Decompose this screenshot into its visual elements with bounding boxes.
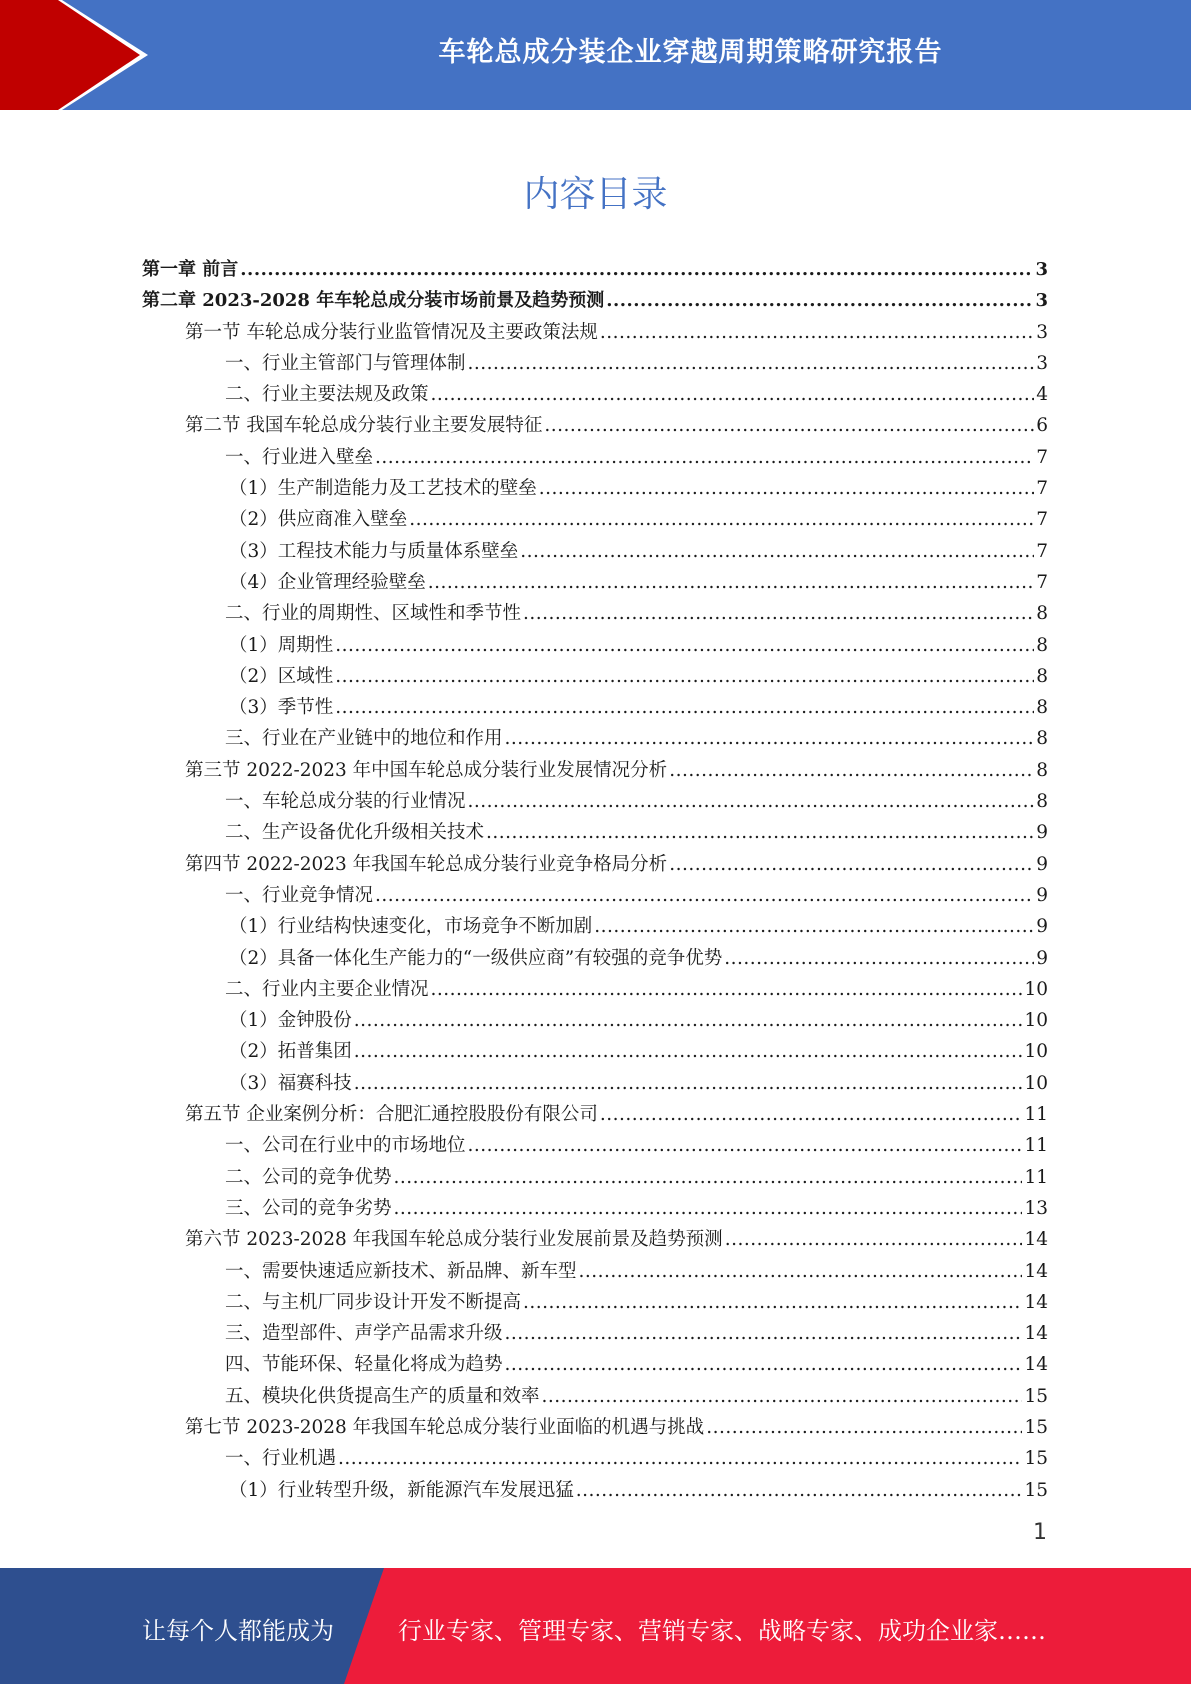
header-chevron-icon <box>0 0 160 110</box>
toc-dot-leader <box>354 1036 1023 1067</box>
toc-entry[interactable] <box>142 974 1048 1005</box>
toc-entry-page: 9 <box>1036 884 1048 906</box>
toc-entry-label: 二、生产设备优化升级相关技术 <box>225 822 485 844</box>
toc-dot-leader <box>725 1224 1023 1255</box>
toc-entry-label: 第三节 2022-2023 年中国车轮总成分装行业发展情况分析 <box>185 759 668 781</box>
page-number: 1 <box>1033 1520 1047 1545</box>
toc-entry-label: 二、与主机厂同步设计开发不断提高 <box>225 1291 522 1313</box>
toc-entry-label: 三、行业在产业链中的地位和作用 <box>225 728 503 750</box>
toc-entry-label: （1）行业转型升级，新能源汽车发展迅猛 <box>229 1479 574 1501</box>
toc-entry-page: 9 <box>1036 822 1048 844</box>
toc-entry-label: （3）福赛科技 <box>229 1072 352 1094</box>
toc-dot-leader <box>468 1130 1023 1161</box>
toc-entry-label: 第一章 前言 <box>142 259 239 280</box>
toc-dot-leader <box>394 1193 1023 1224</box>
toc-entry[interactable] <box>142 317 1048 348</box>
toc-entry-label: （2）供应商准入壁垒 <box>229 509 408 531</box>
toc-entry-page: 10 <box>1024 978 1048 1000</box>
toc-entry-page: 8 <box>1036 759 1048 781</box>
toc-entry-label: 一、公司在行业中的市场地位 <box>225 1135 466 1157</box>
toc-entry-page: 15 <box>1024 1479 1048 1501</box>
toc-dot-leader <box>600 317 1034 348</box>
footer-slogan-left: 让每个人都能成为 <box>142 1617 334 1645</box>
toc-entry-page: 3 <box>1035 259 1048 280</box>
toc-entry-label: 一、行业竞争情况 <box>225 884 374 906</box>
toc-dot-leader <box>600 1099 1023 1130</box>
toc-entry[interactable] <box>142 473 1048 504</box>
toc-entry[interactable] <box>142 880 1048 911</box>
toc-dot-leader <box>394 1162 1023 1193</box>
toc-entry[interactable] <box>142 1412 1048 1443</box>
toc-entry-label: （1）生产制造能力及工艺技术的壁垒 <box>229 478 537 500</box>
toc-entry-label: 三、造型部件、声学产品需求升级 <box>225 1323 503 1345</box>
toc-entry[interactable] <box>142 410 1048 441</box>
toc-entry-label: 第二章 2023-2028 年车轮总成分装市场前景及趋势预测 <box>142 290 605 312</box>
toc-entry-page: 15 <box>1024 1385 1048 1407</box>
toc-entry[interactable] <box>142 1318 1048 1349</box>
toc-dot-leader <box>431 974 1023 1005</box>
toc-entry[interactable] <box>142 442 1048 473</box>
toc-entry[interactable] <box>142 1068 1048 1099</box>
toc-entry-page: 7 <box>1036 509 1048 531</box>
toc-entry-label: 二、行业主要法规及政策 <box>225 384 429 406</box>
toc-entry-page: 3 <box>1036 352 1048 374</box>
toc-entry-page: 7 <box>1036 540 1048 562</box>
toc-entry[interactable] <box>142 692 1048 723</box>
toc-entry-label: 一、行业进入壁垒 <box>225 446 374 468</box>
toc-dot-leader <box>505 1349 1023 1380</box>
toc-dot-leader <box>594 911 1034 942</box>
toc-entry-page: 15 <box>1024 1416 1048 1438</box>
toc-entry-page: 10 <box>1024 1010 1048 1032</box>
toc-entry-label: 二、公司的竞争优势 <box>225 1166 392 1188</box>
toc-entry-page: 7 <box>1036 571 1048 593</box>
toc-entry[interactable] <box>142 1036 1048 1067</box>
toc-entry[interactable] <box>142 911 1048 942</box>
toc-dot-leader <box>335 661 1034 692</box>
toc-entry-label: （1）行业结构快速变化，市场竞争不断加剧 <box>229 916 593 938</box>
toc-entry-label: （2）拓普集团 <box>229 1041 352 1063</box>
toc-entry-page: 14 <box>1024 1323 1048 1345</box>
toc-entry-label: 二、行业的周期性、区域性和季节性 <box>225 603 522 625</box>
toc-entry-label: 五、模块化供货提高生产的质量和效率 <box>225 1385 540 1407</box>
toc-dot-leader <box>354 1005 1023 1036</box>
toc-entry-label: 第四节 2022-2023 年我国车轮总成分装行业竞争格局分析 <box>185 853 668 875</box>
toc-entry-page: 10 <box>1024 1041 1048 1063</box>
toc-entry[interactable] <box>142 1381 1048 1412</box>
toc-entry[interactable] <box>142 849 1048 880</box>
toc-entry[interactable] <box>142 723 1048 754</box>
toc-dot-leader <box>375 442 1034 473</box>
toc-dot-leader <box>520 536 1034 567</box>
toc-entry-label: 第六节 2023-2028 年我国车轮总成分装行业发展前景及趋势预测 <box>185 1229 723 1251</box>
toc-dot-leader <box>335 630 1034 661</box>
table-of-contents <box>142 254 1048 1506</box>
toc-entry-page: 7 <box>1036 478 1048 500</box>
toc-entry-page: 4 <box>1036 384 1048 406</box>
toc-entry-page: 6 <box>1036 415 1048 437</box>
toc-entry-page: 8 <box>1036 697 1048 719</box>
toc-entry[interactable] <box>142 661 1048 692</box>
toc-entry-page: 14 <box>1024 1260 1048 1282</box>
toc-entry[interactable] <box>142 943 1048 974</box>
toc-dot-leader <box>505 1318 1023 1349</box>
toc-dot-leader <box>576 1475 1023 1506</box>
toc-dot-leader <box>523 1287 1022 1318</box>
toc-dot-leader <box>431 379 1035 410</box>
toc-dot-leader <box>468 786 1035 817</box>
toc-entry-page: 9 <box>1036 916 1048 938</box>
toc-entry[interactable] <box>142 348 1048 379</box>
toc-entry-page: 9 <box>1036 947 1048 969</box>
toc-dot-leader <box>669 849 1034 880</box>
toc-entry-label: 第五节 企业案例分析：合肥汇通控股股份有限公司 <box>185 1104 598 1126</box>
toc-entry-label: （1）金钟股份 <box>229 1010 352 1032</box>
toc-entry-page: 13 <box>1024 1197 1048 1219</box>
toc-entry-page: 8 <box>1036 665 1048 687</box>
toc-entry[interactable] <box>142 285 1048 316</box>
toc-entry-page: 14 <box>1024 1354 1048 1376</box>
toc-dot-leader <box>486 817 1034 848</box>
toc-dot-leader <box>468 348 1035 379</box>
toc-dot-leader <box>354 1068 1023 1099</box>
toc-dot-leader <box>505 723 1035 754</box>
toc-entry[interactable] <box>142 755 1048 786</box>
toc-entry-label: 第一节 车轮总成分装行业监管情况及主要政策法规 <box>185 321 598 343</box>
toc-dot-leader <box>542 1381 1023 1412</box>
toc-entry-label: 三、公司的竞争劣势 <box>225 1197 392 1219</box>
toc-entry-page: 3 <box>1035 290 1048 312</box>
toc-entry-label: 一、行业机遇 <box>225 1448 337 1470</box>
toc-entry-label: （2）具备一体化生产能力的“一级供应商”有较强的竞争优势 <box>229 947 723 969</box>
toc-entry-page: 8 <box>1036 634 1048 656</box>
toc-entry-page: 11 <box>1024 1104 1048 1126</box>
toc-entry[interactable] <box>142 1162 1048 1193</box>
toc-entry[interactable] <box>142 1224 1048 1255</box>
toc-entry-page: 9 <box>1036 853 1048 875</box>
toc-dot-leader <box>523 598 1034 629</box>
toc-entry-label: （3）工程技术能力与质量体系壁垒 <box>229 540 519 562</box>
toc-entry-page: 14 <box>1024 1291 1048 1313</box>
toc-entry-label: 第七节 2023-2028 年我国车轮总成分装行业面临的机遇与挑战 <box>185 1416 705 1438</box>
toc-entry[interactable] <box>142 1005 1048 1036</box>
toc-entry-label: （1）周期性 <box>229 634 334 656</box>
toc-entry[interactable] <box>142 254 1048 285</box>
toc-entry-label: 第二节 我国车轮总成分装行业主要发展特征 <box>185 415 543 437</box>
toc-entry[interactable] <box>142 786 1048 817</box>
toc-entry[interactable] <box>142 379 1048 410</box>
toc-dot-leader <box>706 1412 1022 1443</box>
toc-heading: 内容目录 <box>523 174 668 215</box>
toc-dot-leader <box>335 692 1034 723</box>
toc-entry-page: 15 <box>1024 1448 1048 1470</box>
toc-entry[interactable] <box>142 630 1048 661</box>
toc-entry-page: 11 <box>1024 1135 1048 1157</box>
toc-dot-leader <box>240 254 1033 285</box>
toc-entry-page: 8 <box>1036 603 1048 625</box>
toc-entry-label: （4）企业管理经验壁垒 <box>229 571 426 593</box>
toc-entry[interactable] <box>142 1443 1048 1474</box>
footer-slogan-right: 行业专家、管理专家、营销专家、战略专家、成功企业家…… <box>398 1617 1046 1645</box>
toc-entry[interactable] <box>142 1475 1048 1506</box>
toc-entry-label: （3）季节性 <box>229 697 334 719</box>
toc-entry[interactable] <box>142 1287 1048 1318</box>
toc-entry-page: 8 <box>1036 791 1048 813</box>
toc-entry[interactable] <box>142 1193 1048 1224</box>
toc-entry-page: 8 <box>1036 728 1048 750</box>
toc-entry-page: 3 <box>1036 321 1048 343</box>
toc-entry[interactable] <box>142 817 1048 848</box>
report-title: 车轮总成分装企业穿越周期策略研究报告 <box>438 37 943 68</box>
toc-entry-page: 7 <box>1036 446 1048 468</box>
toc-entry-page: 11 <box>1024 1166 1048 1188</box>
toc-entry-page: 10 <box>1024 1072 1048 1094</box>
toc-entry-page: 14 <box>1024 1229 1048 1251</box>
toc-dot-leader <box>338 1443 1022 1474</box>
toc-entry-label: 二、行业内主要企业情况 <box>225 978 429 1000</box>
toc-entry-label: 一、需要快速适应新技术、新品牌、新车型 <box>225 1260 577 1282</box>
toc-dot-leader <box>539 473 1034 504</box>
toc-entry[interactable] <box>142 598 1048 629</box>
toc-entry[interactable] <box>142 536 1048 567</box>
toc-dot-leader <box>606 285 1033 316</box>
toc-entry-label: （2）区域性 <box>229 665 334 687</box>
toc-entry-label: 一、车轮总成分装的行业情况 <box>225 791 466 813</box>
toc-entry[interactable] <box>142 567 1048 598</box>
toc-dot-leader <box>428 567 1034 598</box>
toc-entry-label: 一、行业主管部门与管理体制 <box>225 352 466 374</box>
toc-dot-leader <box>544 410 1034 441</box>
toc-entry[interactable] <box>142 504 1048 535</box>
toc-entry-label: 四、节能环保、轻量化将成为趋势 <box>225 1354 503 1376</box>
toc-dot-leader <box>579 1256 1023 1287</box>
toc-entry[interactable] <box>142 1256 1048 1287</box>
toc-dot-leader <box>669 755 1034 786</box>
toc-entry[interactable] <box>142 1130 1048 1161</box>
toc-dot-leader <box>409 504 1034 535</box>
toc-entry[interactable] <box>142 1349 1048 1380</box>
toc-dot-leader <box>724 943 1034 974</box>
toc-dot-leader <box>375 880 1034 911</box>
toc-entry[interactable] <box>142 1099 1048 1130</box>
